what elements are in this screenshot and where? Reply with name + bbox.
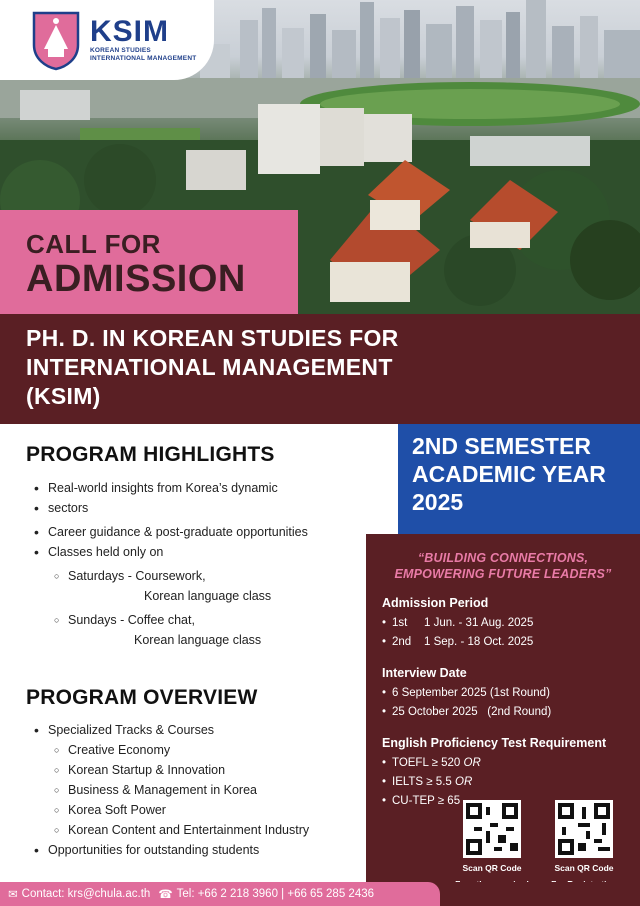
program-overview-list xyxy=(34,720,309,860)
list-item: ○ Business & Management in Korea xyxy=(34,780,309,800)
interview-date-list xyxy=(382,684,640,722)
english-requirement-title: English Proficiency Test Requirement xyxy=(382,736,607,750)
admission-period-list xyxy=(382,614,640,652)
qr-caption-1: Scan QR Code xyxy=(462,863,522,873)
interview-date-title: Interview Date xyxy=(382,666,467,680)
program-highlights-list xyxy=(34,478,308,650)
list-item xyxy=(382,633,640,652)
semester-line-2: ACADEMIC YEAR xyxy=(412,461,606,487)
call-for-label: CALL FOR xyxy=(26,229,161,259)
list-item: ○ Korean Content and Entertainment Industry xyxy=(34,820,309,840)
list-item: ○ Korea Soft Power xyxy=(34,800,309,820)
or-label: OR xyxy=(463,757,481,769)
round-label: 1st xyxy=(392,617,408,629)
list-item: ○ Korean Startup & Innovation xyxy=(34,760,309,780)
list-item xyxy=(382,773,640,792)
list-item-continuation: sectors xyxy=(48,501,89,515)
date-range: 1 Jun. - 31 Aug. 2025 xyxy=(424,617,534,629)
interview-date: 25 October 2025 xyxy=(392,706,478,718)
list-item: • Real-world insights from Korea’s dynamic xyxy=(34,478,308,498)
logo-subtitle-2: INTERNATIONAL MANAGEMENT xyxy=(90,55,197,62)
program-title-band xyxy=(0,314,640,424)
date-range: 1 Sep. - 18 Oct. 2025 xyxy=(424,636,534,648)
list-item xyxy=(382,703,640,722)
logo-subtitle-1: KOREAN STUDIES xyxy=(90,47,151,54)
round-label: 2nd xyxy=(392,636,412,648)
phone-icon: ☎ xyxy=(158,889,173,901)
admission-label: ADMISSION xyxy=(26,258,246,300)
program-title-line-3: (KSIM) xyxy=(26,383,101,409)
qr-code-icon[interactable] xyxy=(463,800,521,858)
semester-line-1: 2ND SEMESTER xyxy=(412,433,591,459)
semester-box xyxy=(398,424,640,534)
list-item xyxy=(34,498,308,518)
or-label: OR xyxy=(455,776,473,788)
call-for-admission-banner xyxy=(0,210,298,314)
university-crest-icon xyxy=(30,9,82,71)
admission-period-title: Admission Period xyxy=(382,596,489,610)
contact-phone[interactable]: Tel: +66 2 218 3960 | +66 65 285 2436 xyxy=(176,888,375,900)
envelope-icon: ✉ xyxy=(8,889,18,901)
test-score: CU-TEP ≥ 65 xyxy=(392,795,461,807)
list-item xyxy=(382,754,640,773)
contact-email[interactable]: Contact: krs@chula.ac.th xyxy=(21,888,151,900)
qr-code-icon[interactable] xyxy=(555,800,613,858)
slogan-line-1: “BUILDING CONNECTIONS, xyxy=(417,551,589,565)
admission-info-panel xyxy=(366,534,640,882)
slogan-line-2: EMPOWERING FUTURE LEADERS” xyxy=(394,567,612,581)
logo-wordmark: KSIM xyxy=(90,15,169,48)
list-item: ○ Sundays - Coffee chat, xyxy=(34,610,308,630)
list-item: Korean language class xyxy=(134,633,262,647)
program-title-line-1: PH. D. IN KOREAN STUDIES FOR xyxy=(26,325,399,351)
program-title-line-2: INTERNATIONAL MANAGEMENT xyxy=(26,354,393,380)
interview-round: (2nd Round) xyxy=(487,706,552,718)
list-item xyxy=(382,614,640,633)
test-score: TOEFL ≥ 520 xyxy=(392,757,461,769)
list-item: Korean language class xyxy=(144,589,272,603)
footer-bar xyxy=(0,882,640,906)
contact-pill xyxy=(0,882,440,906)
list-item: • Opportunities for outstanding students xyxy=(34,840,309,860)
logo-card xyxy=(0,0,214,80)
interview-date: 6 September 2025 xyxy=(392,687,487,699)
list-item: ○ Saturdays - Coursework, xyxy=(34,566,308,586)
list-item xyxy=(382,684,640,703)
semester-line-3: 2025 xyxy=(412,489,464,515)
list-item: ○ Creative Economy xyxy=(34,740,309,760)
program-highlights-title: PROGRAM HIGHLIGHTS xyxy=(26,443,275,466)
qr-registration[interactable] xyxy=(536,800,632,890)
program-overview-title: PROGRAM OVERVIEW xyxy=(26,686,258,709)
test-score: IELTS ≥ 5.5 xyxy=(392,776,452,788)
list-item: • Classes held only on xyxy=(34,542,308,562)
interview-round: (1st Round) xyxy=(489,687,550,699)
list-item: • Specialized Tracks & Courses xyxy=(34,720,309,740)
qr-caption-1: Scan QR Code xyxy=(554,863,614,873)
list-item: • Career guidance & post-graduate opportunities xyxy=(34,522,308,542)
